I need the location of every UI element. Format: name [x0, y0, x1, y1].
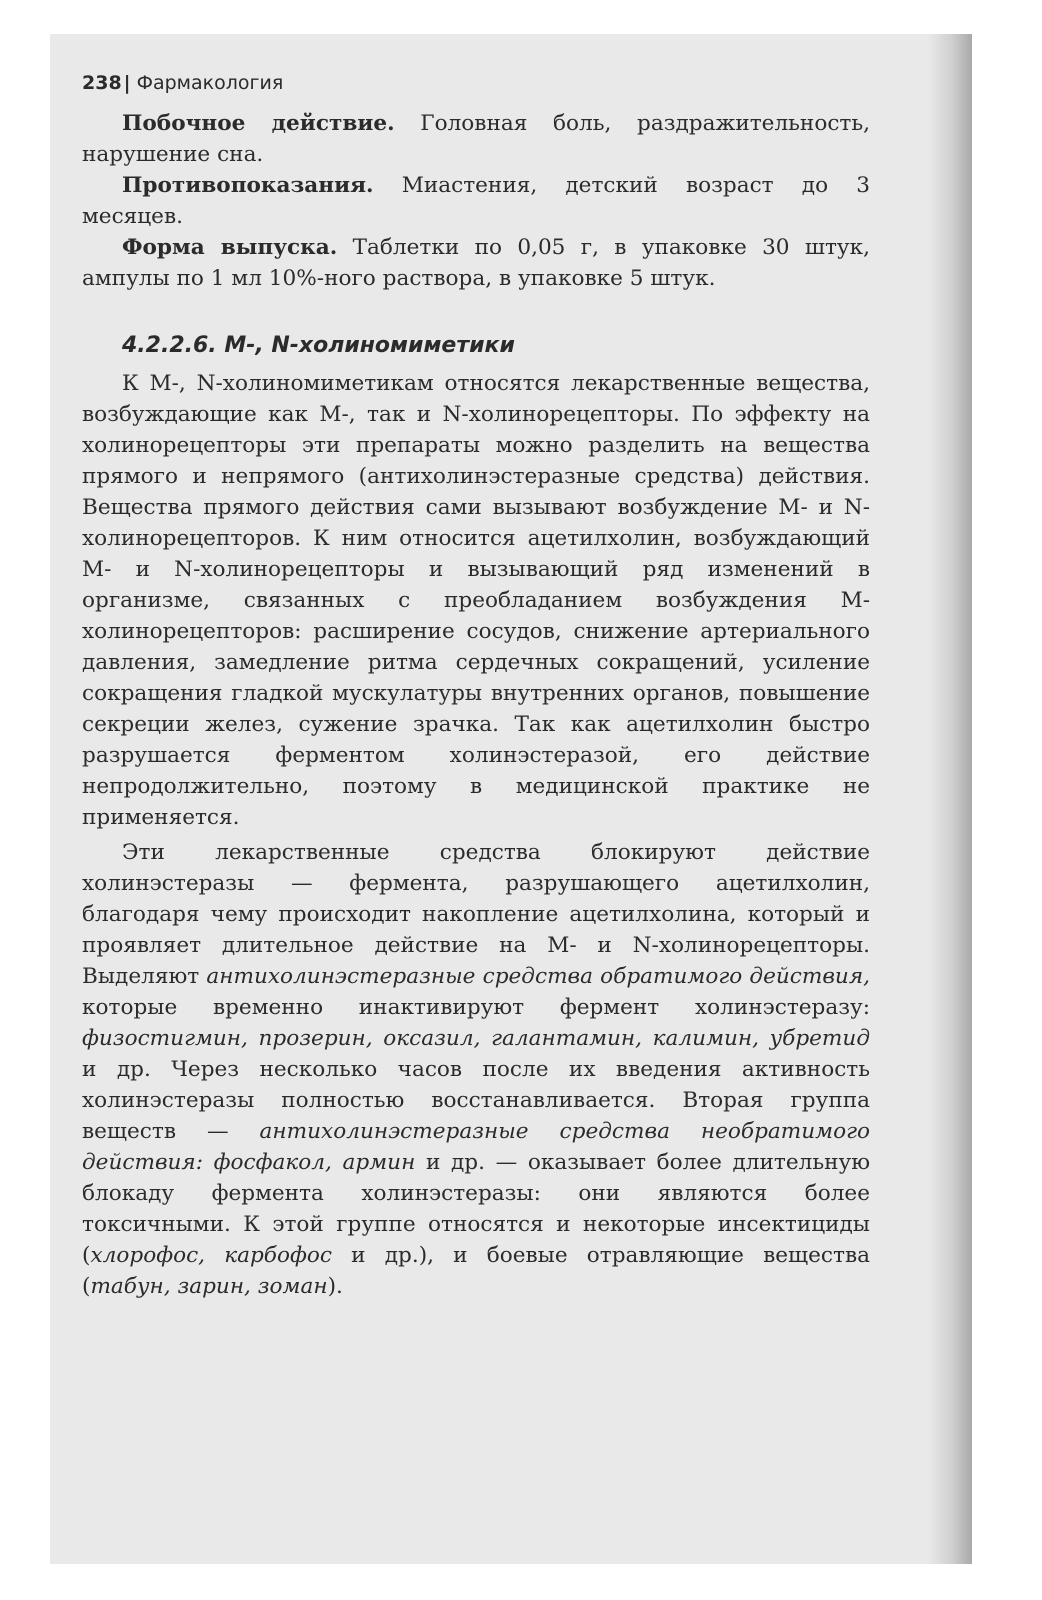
section-title: Фармакология: [136, 72, 284, 94]
contraindications-paragraph: [82, 170, 870, 232]
page-body: [82, 70, 870, 1302]
paragraph-2-italic-5: табун, зарин, зоман: [90, 1274, 328, 1299]
paragraph-2-italic-2: физостигмин, прозерин, оксазил, галантамин, калимин, убретид: [82, 1026, 870, 1051]
paragraph-2-text-3: и др. Через несколько часов после их введения активность холинэстеразы полностью восстанавливается. Вторая группа веществ —: [82, 1057, 870, 1144]
paragraph-2-italic-4: хлорофос, карбофос: [90, 1243, 332, 1268]
paragraph-2-text-2: которые временно инактивируют фермент холинэстеразу:: [82, 995, 870, 1020]
side-effects-text: Головная боль, раздражительность, нарушение сна.: [82, 111, 870, 167]
header-separator: |: [123, 72, 131, 94]
paragraph-2-italic-1: антихолинэстеразные средства обратимого действия,: [206, 964, 870, 989]
paragraph-2-text-5: и др.), и боевые отравляющие вещества (: [82, 1243, 870, 1299]
release-form-label: Форма выпуска.: [122, 235, 338, 260]
body-paragraph-1: К М-, N-холиномиметикам относятся лекарственные вещества, возбуждающие как М-, так и N-холинорецепторы. По эффекту на холинорецепторы эти препараты можно разделить на вещества прямого и непрямого (антихолинэстеразные средства) действия. Вещества прямого действия сами вызывают возбуждение М- и N-холинорецепторов. К ним относится ацетилхолин, возбуждающий М- и N-холинорецепторы и вызывающий ряд изменений в организме, связанных с преобладанием возбуждения М-холинорецепторов: расширение сосудов, снижение артериального давления, замедление ритма сердечных сокращений, усиление сокращения гладкой мускулатуры внутренних органов, повышение секреции желез, сужение зрачка. Так как ацетилхолин быстро разрушается ферментом холинэстеразой, его действие непродолжительно, поэтому в медицинской практике не применяется.: [82, 371, 870, 830]
paragraph-2-text-1: Эти лекарственные средства блокируют действие холинэстеразы — фермента, разрушающего ацетилхолин, благодаря чему происходит накопление ацетилхолина, который и проявляет длительное действие на М- и N-холинорецепторы. Выделяют: [82, 840, 870, 989]
paragraph-2-text-6: ).: [327, 1274, 343, 1299]
side-effects-paragraph: [82, 108, 870, 170]
release-form-text: Таблетки по 0,05 г, в упаковке 30 штук, ампулы по 1 мл 10%-ного раствора, в упаковке 5 штук.: [82, 235, 870, 291]
side-effects-label: Побочное действие.: [122, 111, 395, 136]
contraindications-text: Миастения, детский возраст до 3 месяцев.: [82, 173, 870, 229]
body-paragraph-2: [82, 837, 870, 1302]
running-head: [82, 70, 870, 96]
paragraph-2-italic-3: антихолинэстеразные средства необратимого действия: фосфакол, армин: [82, 1119, 870, 1175]
section-heading: 4.2.2.6. М-, N-холиномиметики: [122, 333, 515, 358]
paragraph-2-text-4: и др. — оказывает более длительную блокаду фермента холинэстеразы: они являются более токсичными. К этой группе относятся и некоторые инсектициды (: [82, 1150, 870, 1268]
contraindications-label: Противопоказания.: [122, 173, 374, 198]
page-binding-shadow: [928, 34, 972, 1564]
page-number: 238: [82, 72, 122, 94]
release-form-paragraph: [82, 232, 870, 294]
